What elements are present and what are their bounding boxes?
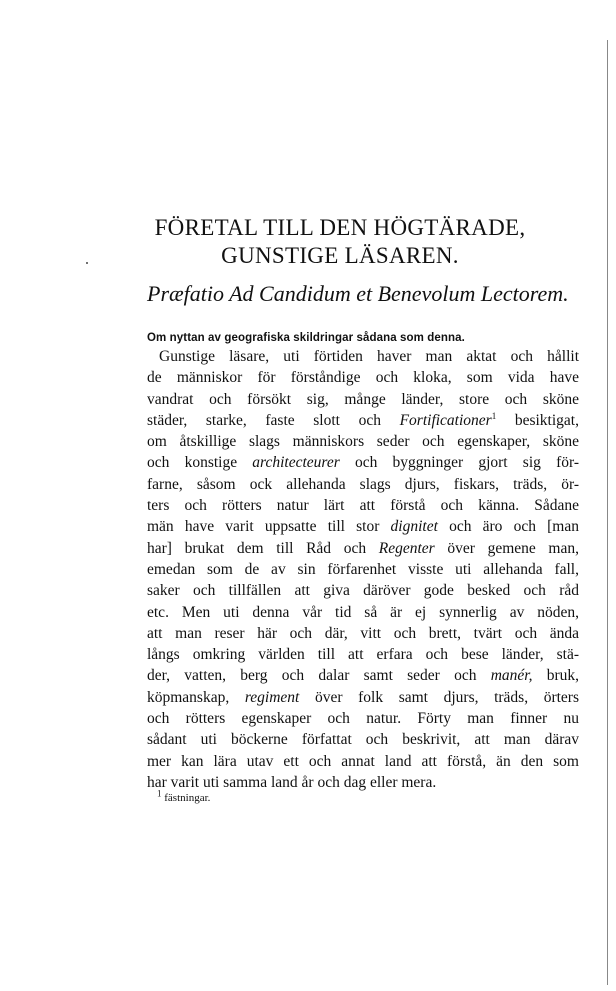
text-line: har varit uti samma land år och dag eller mera. xyxy=(147,773,437,791)
text-line: emedan som de av sin förfarenhet visste uti allehanda fall, xyxy=(147,560,579,578)
text-line: och konstige architecteurer och byggninger gjort sig för- xyxy=(147,454,579,472)
text-line: sådant uti böckerne författat och beskrivit, att man därav xyxy=(147,731,579,749)
footnote-ref: 1 xyxy=(491,410,497,421)
latin-subtitle: Præfatio Ad Candidum et Benevolum Lectorem. xyxy=(147,281,569,306)
page-title-line-2: GUNSTIGE LÄSAREN. xyxy=(221,243,459,268)
text-line: mer kan lära utav ett och annat land att förstå, än den som xyxy=(147,752,579,770)
page-title xyxy=(120,214,560,270)
page-title-line-1: FÖRETAL TILL DEN HÖGTÄRADE, xyxy=(154,215,526,240)
page-edge-line xyxy=(607,40,608,985)
footnote-text: fästningar. xyxy=(164,792,211,804)
text-line: farne, såsom ock allehanda slags djurs, fiskars, träds, ör- xyxy=(147,475,579,493)
section-heading: Om nyttan av geografiska skildringar sådana som denna. xyxy=(147,332,465,344)
text-line: långs omkring världen till att erfara och bese länder, stä- xyxy=(147,646,579,664)
margin-dot xyxy=(86,262,88,264)
body-text xyxy=(147,346,579,793)
text-line: der, vatten, berg och dalar samt seder och manér, bruk, xyxy=(147,667,579,685)
text-line: att man reser här och där, vitt och brett, tvärt och ända xyxy=(147,624,579,642)
text-line: Gunstige läsare, uti förtiden haver man aktat och hållit xyxy=(159,348,579,365)
text-line: och rötters egenskaper och natur. Förty man finner nu xyxy=(147,710,579,728)
footnote xyxy=(157,788,211,805)
text-line: om åtskillige slags människors seder och egenskaper, sköne xyxy=(147,433,579,451)
text-line: köpmanskap, regiment över folk samt djurs, träds, örters xyxy=(147,688,579,706)
text-line: män have varit uppsatte till stor dignitet och äro och [man xyxy=(147,518,579,536)
text-line: de människor för förståndige och kloka, som vida have xyxy=(147,369,579,387)
text-line: städer, starke, faste slott och Fortificationer$^1$ besiktigat, xyxy=(147,410,579,429)
text-line: har] brukat dem till Råd och Regenter över gemene man, xyxy=(147,539,579,557)
text-line: ters och rötters natur lärt att förstå och känna. Sådane xyxy=(147,497,579,515)
footnote-marker: 1 xyxy=(157,788,162,799)
text-line: vandrat och försökt sig, månge länder, store och sköne xyxy=(147,390,579,408)
text-line: etc. Men uti denna vår tid så är ej synnerlig av nöden, xyxy=(147,603,579,621)
text-line: saker och tillfällen att giva däröver gode besked och råd xyxy=(147,582,579,600)
